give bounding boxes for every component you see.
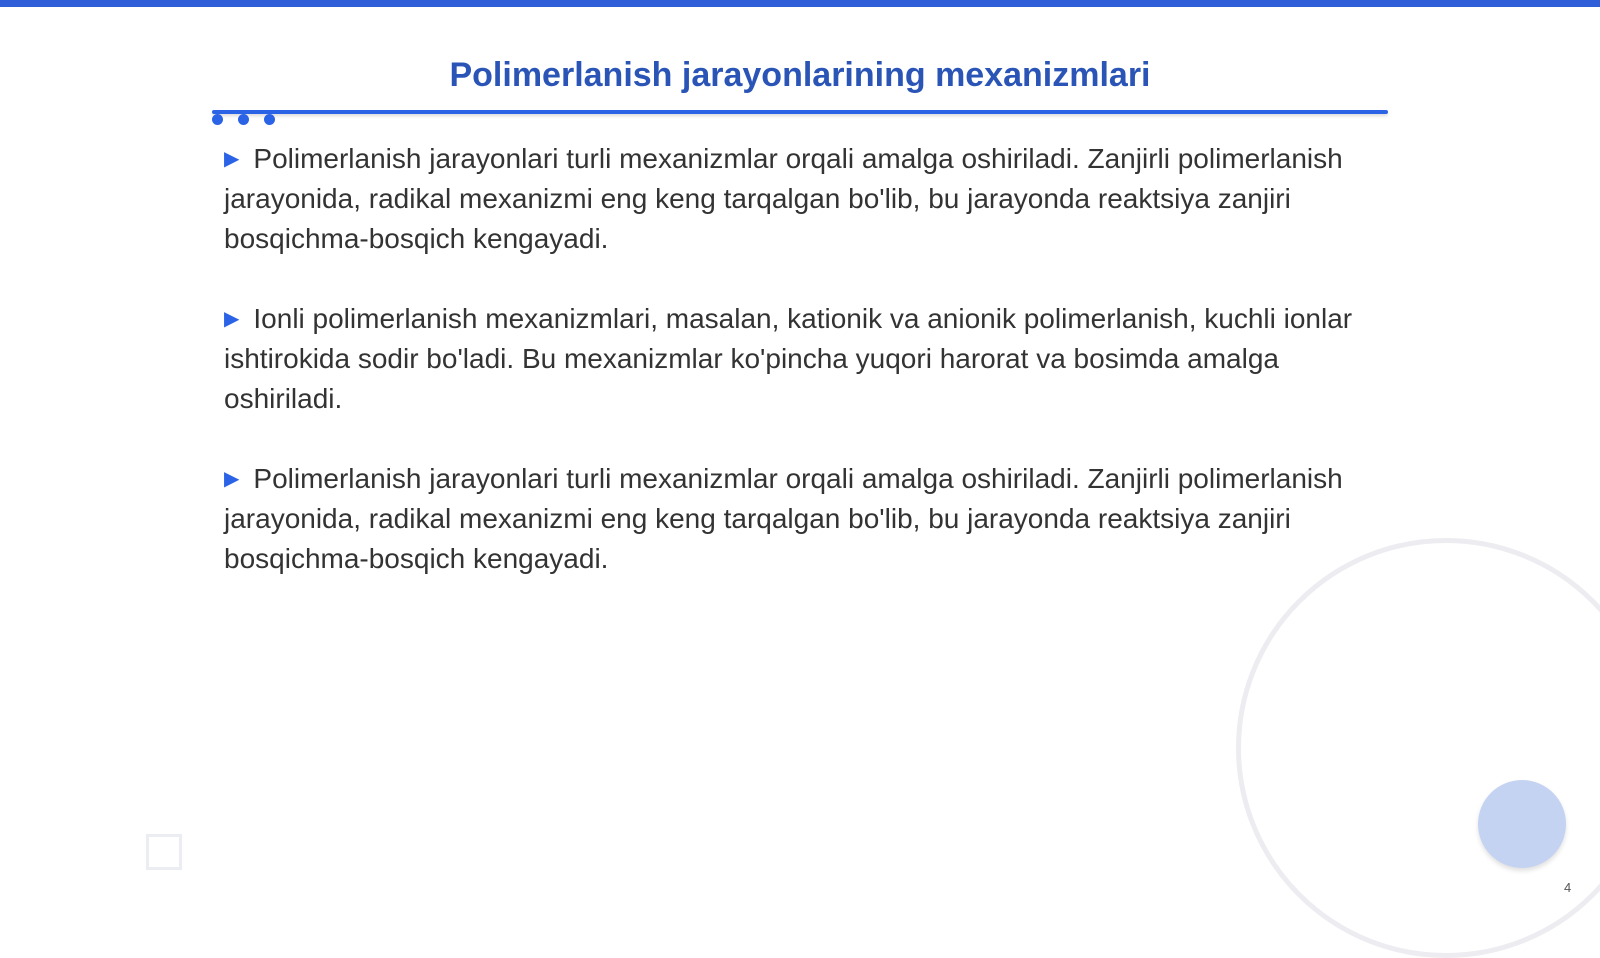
decorative-dot [212, 114, 223, 125]
bullet-paragraph [224, 459, 1374, 579]
bullet-arrow-icon: ▶ [224, 308, 240, 330]
slide-title: Polimerlanish jarayonlarining mexanizmlari [449, 56, 1151, 94]
bullet-arrow-icon: ▶ [224, 468, 240, 490]
decorative-dot [264, 114, 275, 125]
bullet-paragraph [224, 299, 1374, 419]
bullet-text: Polimerlanish jarayonlari turli mexanizmlar orqali amalga oshiriladi. Zanjirli polimerlanish jarayonida, radikal mexanizmi eng keng tarqalgan bo'lib, bu jarayonda reaktsiya zanjiri bosqichma-bosqich kengayadi. [224, 463, 1343, 574]
top-accent-bar [0, 0, 1600, 7]
bullet-text: Ionli polimerlanish mexanizmlari, masalan, kationik va anionik polimerlanish, kuchli ionlar ishtirokida sodir bo'ladi. Bu mexanizmlar ko'pincha yuqori harorat va bosimda amalga oshiriladi. [224, 303, 1353, 414]
bullet-list [224, 139, 1374, 619]
title-underline [212, 110, 1388, 114]
bullet-arrow-icon: ▶ [224, 148, 240, 170]
page-number: 4 [1564, 880, 1572, 895]
decorative-circle [1478, 780, 1566, 868]
bullet-paragraph [224, 139, 1374, 259]
bullet-text: Polimerlanish jarayonlari turli mexanizmlar orqali amalga oshiriladi. Zanjirli polimerlanish jarayonida, radikal mexanizmi eng keng tarqalgan bo'lib, bu jarayonda reaktsiya zanjiri bosqichma-bosqich kengayadi. [224, 143, 1343, 254]
decorative-square [146, 834, 182, 870]
decorative-dot [238, 114, 249, 125]
